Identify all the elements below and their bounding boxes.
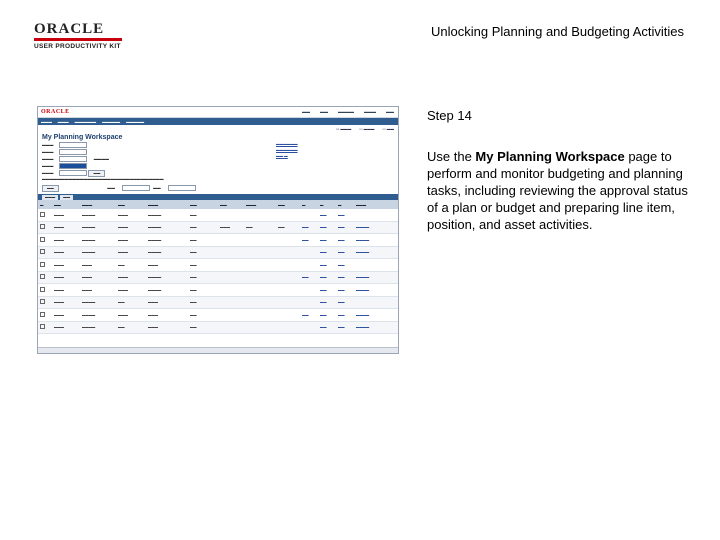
table-row: ▬▬▬ ▬▬▬ ▬▬▬ ▬▬▬▬ ▬▬ ▬▬ ▬▬ ▬▬▬▬ bbox=[38, 284, 398, 297]
table-row: ▬▬▬ ▬▬▬▬ ▬▬▬ ▬▬▬▬ ▬▬ ▬▬▬ ▬▬ ▬▬ ▬▬ ▬▬ ▬▬ ▬▬▬▬ bbox=[38, 222, 398, 235]
menu-placeholder: ▬▬▬ bbox=[41, 119, 52, 124]
nav-placeholder: ▬▬ bbox=[320, 109, 328, 114]
menu-placeholder: ▬▬▬ bbox=[57, 119, 69, 124]
instruction-page-name: My Planning Workspace bbox=[475, 149, 625, 164]
instruction-suffix: page to perform and monitor budgeting and planning tasks, including reviewing the approval status of a plan or budget and preparing line item, position, and asset activities. bbox=[427, 149, 688, 232]
instruction-prefix: Use the bbox=[427, 149, 476, 164]
table-row: ▬▬▬ ▬▬▬▬ ▬▬▬ ▬▬▬ ▬▬ ▬▬ ▬▬ ▬▬ ▬▬▬▬ bbox=[38, 309, 398, 322]
menu-placeholder: ▬▬▬▬▬ bbox=[102, 119, 121, 124]
step-label: Step 14 bbox=[427, 108, 472, 123]
form-row: ▬▬ ▬▬ ▬▬ bbox=[42, 185, 196, 192]
screenshot-form bbox=[38, 142, 398, 194]
screenshot-page-title: My Planning Workspace bbox=[42, 134, 123, 141]
form-link: ▬▬ ▬ bbox=[276, 154, 288, 158]
screenshot-header bbox=[38, 107, 398, 118]
table-row: ▬▬▬ ▬▬▬▬ ▬▬▬ ▬▬▬▬ ▬▬ ▬▬ ▬▬ ▬▬ ▬▬▬▬ bbox=[38, 234, 398, 247]
nav-placeholder: ▬▬ bbox=[386, 109, 394, 114]
logo-red-rule bbox=[34, 38, 122, 41]
form-link: ▬▬▬▬▬▬ bbox=[276, 148, 298, 152]
screenshot-oracle-logo: ORACLE bbox=[41, 109, 70, 115]
nav-placeholder: ▬▬▬ bbox=[364, 109, 376, 114]
form-row: ▬▬▬ bbox=[42, 163, 87, 169]
step-instruction bbox=[427, 148, 689, 233]
form-row: ▬▬▬ bbox=[42, 142, 87, 148]
screenshot-grid-header: ▬ ▬▬ ▬▬▬ ▬▬ ▬▬▬ ▬▬ ▬▬ ▬▬▬ ▬▬ ▬ ▬ ▬ ▬▬▬ bbox=[38, 200, 398, 209]
nav-placeholder: ▬▬ bbox=[302, 109, 310, 114]
form-row: ▬▬▬ bbox=[42, 149, 87, 155]
table-row: ▬▬▬ ▬▬▬ ▬▬▬ ▬▬▬▬ ▬▬ ▬▬ ▬▬ ▬▬ ▬▬▬▬ bbox=[38, 272, 398, 285]
menu-placeholder: ▬▬▬▬▬▬ bbox=[74, 119, 97, 124]
form-row: ▬▬▬ ▬▬ bbox=[42, 170, 105, 177]
table-row: ▬▬▬ ▬▬▬▬ ▬▬ ▬▬▬ ▬▬ ▬▬ ▬▬ ▬▬▬▬ bbox=[38, 322, 398, 335]
menu-placeholder: ▬▬▬▬▬ bbox=[126, 119, 145, 124]
link-placeholder: ▭ ▬▬ bbox=[382, 127, 394, 131]
form-row: ▬▬▬▬▬▬▬▬▬▬▬▬▬▬▬▬▬▬▬▬▬▬▬▬▬▬▬▬▬▬▬▬ bbox=[42, 177, 164, 181]
table-row: ▬▬▬ ▬▬▬ ▬▬ ▬▬▬ ▬▬ ▬▬ ▬▬ bbox=[38, 259, 398, 272]
screenshot-menubar bbox=[38, 118, 398, 125]
logo-subtitle: USER PRODUCTIVITY KIT bbox=[34, 43, 121, 50]
logo-wordmark: ORACLE bbox=[34, 21, 105, 37]
screenshot-horizontal-scrollbar bbox=[38, 347, 398, 353]
grid-tab: ▬▬ bbox=[60, 195, 73, 200]
application-screenshot bbox=[37, 106, 399, 354]
table-row: ▬▬▬ ▬▬▬▬ ▬▬ ▬▬▬ ▬▬ ▬▬ ▬▬ bbox=[38, 297, 398, 310]
nav-placeholder: ▬▬▬▬ bbox=[338, 109, 354, 114]
screenshot-top-nav bbox=[302, 109, 394, 114]
screenshot-linkbar bbox=[38, 125, 398, 133]
document-title: Unlocking Planning and Budgeting Activities bbox=[431, 24, 684, 39]
form-row: ▬▬▬ ▬▬▬▬ bbox=[42, 157, 109, 161]
link-placeholder: ▭ ▬▬▬ bbox=[359, 127, 375, 131]
table-row: ▬▬▬ ▬▬▬▬ ▬▬▬ ▬▬▬▬ ▬▬ ▬▬ ▬▬ bbox=[38, 209, 398, 222]
grid-tab: ▬▬▬ bbox=[42, 195, 58, 200]
table-row: ▬▬▬ ▬▬▬▬ ▬▬▬ ▬▬▬▬ ▬▬ ▬▬ ▬▬ ▬▬▬▬ bbox=[38, 247, 398, 260]
form-link: ▬▬▬▬▬▬ bbox=[276, 142, 298, 146]
oracle-upk-logo bbox=[34, 22, 130, 50]
screenshot-grid-body bbox=[38, 209, 398, 334]
link-placeholder: ▭ ▬▬▬ bbox=[336, 127, 352, 131]
